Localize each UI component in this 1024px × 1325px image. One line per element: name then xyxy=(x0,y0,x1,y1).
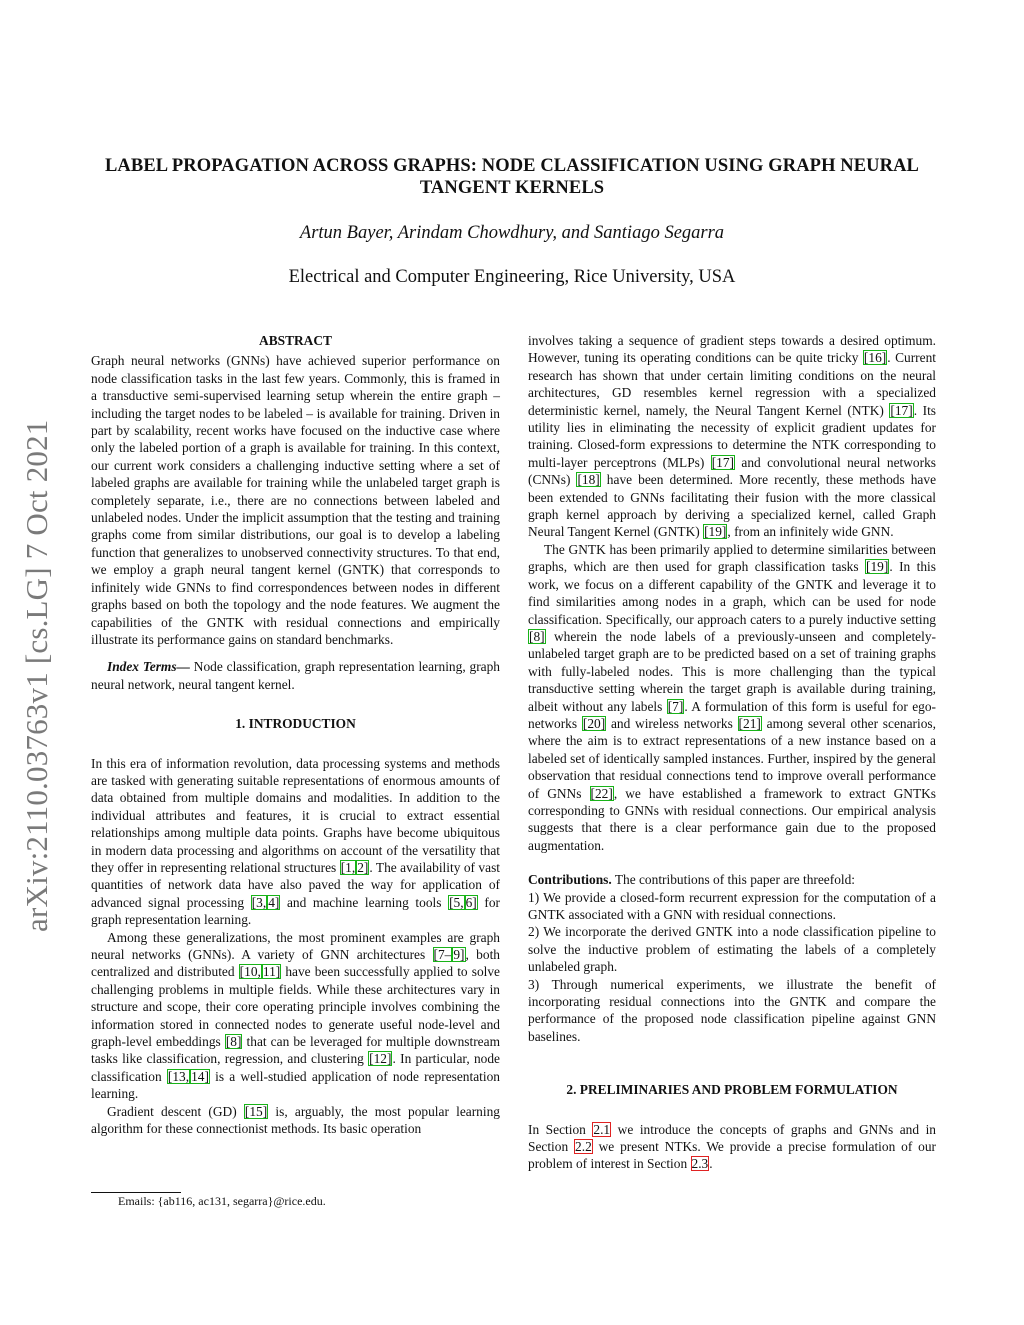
citation-link[interactable]: [3, xyxy=(251,894,267,910)
citation-link[interactable]: [17] xyxy=(711,454,735,470)
footnote-emails: Emails: {ab116, ac131, segarra}@rice.edu. xyxy=(118,1194,326,1208)
right-paragraph-1: involves taking a sequence of gradient steps towards a desired optimum. However, tuning its operating conditions can be quite tricky [16]. Current research has shown that under certain limiting conditions on the neural architectures, GD resembles kernel regression with a specialized deterministic kernel, namely, the Neural Tangent Kernel (NTK) [17]. Its utility lies in eliminating the necessity of explicit gradient updates for training. Closed-form expressions to determine the NTK corresponding to multi-layer perceptrons (MLPs) [17] and convolutional neural networks (CNNs) [18] have been determined. More recently, these methods have been extended to GNNs facilitating their fusion with the more classical graph kernel approach by deriving a specialized kernel, called Graph Neural Tangent Kernel (GNTK) [19], from an infinitely wide GNN. xyxy=(528,333,937,540)
section-crossref-link[interactable]: 2.2 xyxy=(575,1139,592,1155)
introduction-heading: 1. INTRODUCTION xyxy=(235,716,356,732)
citation-link[interactable]: [5, xyxy=(449,894,464,910)
footnote-rule xyxy=(91,1192,181,1193)
left-column xyxy=(91,332,500,1137)
citation-link[interactable]: 14] xyxy=(191,1068,209,1084)
citation-link[interactable]: [19] xyxy=(866,559,889,575)
intro-paragraph-1: In this era of information revolution, data processing systems and methods are tasked with generating suitable representations of enormous amounts of data obtained from multiple domains and modalities. In addition to the individual attributes and features, it is crucial to extract essential relationships among multiple data points. Graphs have become ubiquitous in modern data processing and algorithms on account of the versatility that they offer in representing relational structures [1, 2]. The availability of vast quantities of network data have also paved the way for application of advanced signal processing [3, 4] and machine learning tools [5, 6] for graph representation learning. xyxy=(91,755,500,928)
citation-link[interactable]: [18] xyxy=(577,472,600,488)
citation-link[interactable]: 9] xyxy=(453,947,465,962)
citation-link[interactable]: [20] xyxy=(582,715,606,731)
index-terms xyxy=(91,658,500,693)
citation-link[interactable]: [1, xyxy=(340,859,356,875)
citation-link[interactable]: [8] xyxy=(529,628,545,644)
citation-link[interactable]: 11] xyxy=(262,964,281,980)
citation-link[interactable]: [7] xyxy=(667,698,684,714)
section-2-heading: 2. PRELIMINARIES AND PROBLEM FORMULATION xyxy=(566,1082,898,1098)
section-crossref-link[interactable]: 2.1 xyxy=(593,1121,611,1137)
intro-paragraph-3: Gradient descent (GD) [15] is, arguably, the most popular learning algorithm for these connectionist methods. Its basic operation xyxy=(91,1103,500,1137)
paper-affiliation: Electrical and Computer Engineering, Rice University, USA xyxy=(288,267,736,287)
contribution-item: 2) We incorporate the derived GNTK into a node classification pipeline to solve the inductive problem of estimating the labels of a completely unlabeled graph. xyxy=(528,924,936,975)
citation-link[interactable]: [15] xyxy=(244,1103,268,1119)
section-crossref-link[interactable]: 2.3 xyxy=(691,1156,709,1172)
paper-title: LABEL PROPAGATION ACROSS GRAPHS: NODE CLASSIFICATION USING GRAPH NEURAL TANGENT KERNELS xyxy=(104,156,920,198)
citation-link[interactable]: [22] xyxy=(590,785,613,801)
citation-link[interactable]: [16] xyxy=(863,350,887,366)
citation-link[interactable]: [8] xyxy=(225,1034,242,1050)
citation-link[interactable]: [7– xyxy=(433,947,452,962)
citation-link[interactable]: [17] xyxy=(890,402,913,418)
paper-authors: Artun Bayer, Arindam Chowdhury, and Santiago Segarra xyxy=(299,223,725,243)
citation-link[interactable]: [10, xyxy=(239,964,261,980)
right-paragraph-2: The GNTK has been primarily applied to determine similarities between graphs, which are then used for graph classification tasks [19]. In this work, we focus on a different capability of the GNTK and leverage it to find similarities among nodes in a graph, which can be used for node classification. Specifically, our approach caters to a purely inductive setting [8] wherein the node labels of a previously-unseen and completely-unlabeled target graph are to be predicted based on a set of training graphs with fully-labeled nodes. This is more challenging than the typical transductive setting wherein the target graph is available during training, albeit without any labels [7]. A formulation of this form is useful for ego-networks [20] and wireless networks [21] among several other scenarios, where the aim is to extract representations of a new instance based on a labeled set of identically sampled instances. Further, inspired by the general observation that residual connections tend to improve overall performance of GNNs [22], we have established a framework to extract GNTKs corresponding to GNNs with residual connections. Our empirical analysis suggests that there is a clear performance gain due to the proposed augmentation. xyxy=(528,541,936,853)
section-2-paragraph: In Section 2.1 we introduce the concepts of graphs and GNNs and in Section 2.2 we present NTKs. We provide a precise formulation of our problem of interest in Section 2.3. xyxy=(528,1121,937,1172)
citation-link[interactable]: 2] xyxy=(357,859,369,875)
arxiv-identifier: arXiv:2110.03763v1 [cs.LG] 7 Oct 2021 xyxy=(19,419,54,932)
citation-link[interactable]: [19] xyxy=(704,524,727,540)
right-column xyxy=(528,332,936,1173)
citation-link[interactable]: 4] xyxy=(268,894,280,910)
citation-link[interactable]: 6] xyxy=(465,894,477,910)
contribution-item: 3) Through numerical experiments, we illustrate the benefit of incorporating residual connections into the GNTK and compare the performance of the proposed node classification pipeline against GNN baselines. xyxy=(528,976,936,1044)
index-terms-label: Index Terms— xyxy=(107,659,190,675)
abstract-heading: ABSTRACT xyxy=(259,333,332,348)
intro-paragraph-2: Among these generalizations, the most prominent examples are graph neural networks (GNNs). A variety of GNN architectures [7– 9], both centralized and distributed [10, 11] have been successfully applied to solve challenging problems in multiple fields. While these architectures vary in structure and scope, their core operating principle involves combining the information stored in connected nodes to generate useful node-level and graph-level embeddings [8] that can be leveraged for multiple downstream tasks like classification, regression, and clustering [12]. In particular, node classification [13, 14] is a well-studied application of node representation learning. xyxy=(91,929,500,1102)
citation-link[interactable]: [21] xyxy=(738,715,761,731)
citation-link[interactable]: [12] xyxy=(369,1051,392,1067)
contribution-item: 1) We provide a closed-form recurrent expression for the computation of a GNTK associated with a GNN with residual connections. xyxy=(528,889,936,922)
citation-link[interactable]: [13, xyxy=(167,1068,190,1084)
abstract-text: Graph neural networks (GNNs) have achieved superior performance on node classification tasks in the last few years. Commonly, this is framed in a transductive semi-supervised learning setup wherein the entire graph – including the target nodes to be labeled – is available for training. Driven in part by scalability, recent works have focused on the inductive case where only the labeled portion of a graph is available for training. In this context, our current work considers a challenging inductive setting where a set of labeled graphs are available for training while the unlabeled target graph is completely separate, i.e., there are no connections between labeled and unlabeled nodes. Under the implicit assumption that the testing and training graphs come from similar distributions, our goal is to develop a labeling function that generalizes to unobserved connectivity structures. To that end, we employ a graph neural tangent kernel (GNTK) that corresponds to infinitely wide GNNs to find correspondences between nodes in different graphs based on both the topology and the node features. We augment the capabilities of the GNTK with residual connections and empirically illustrate its performance gains on standard benchmarks. xyxy=(91,353,500,647)
contributions-intro: Contributions. The contributions of this paper are threefold: xyxy=(528,872,856,888)
index-terms-text: Node classification, graph representation learning, graph neural network, neural tangent kernel. xyxy=(91,659,500,692)
contributions-label: Contributions. xyxy=(528,872,612,888)
